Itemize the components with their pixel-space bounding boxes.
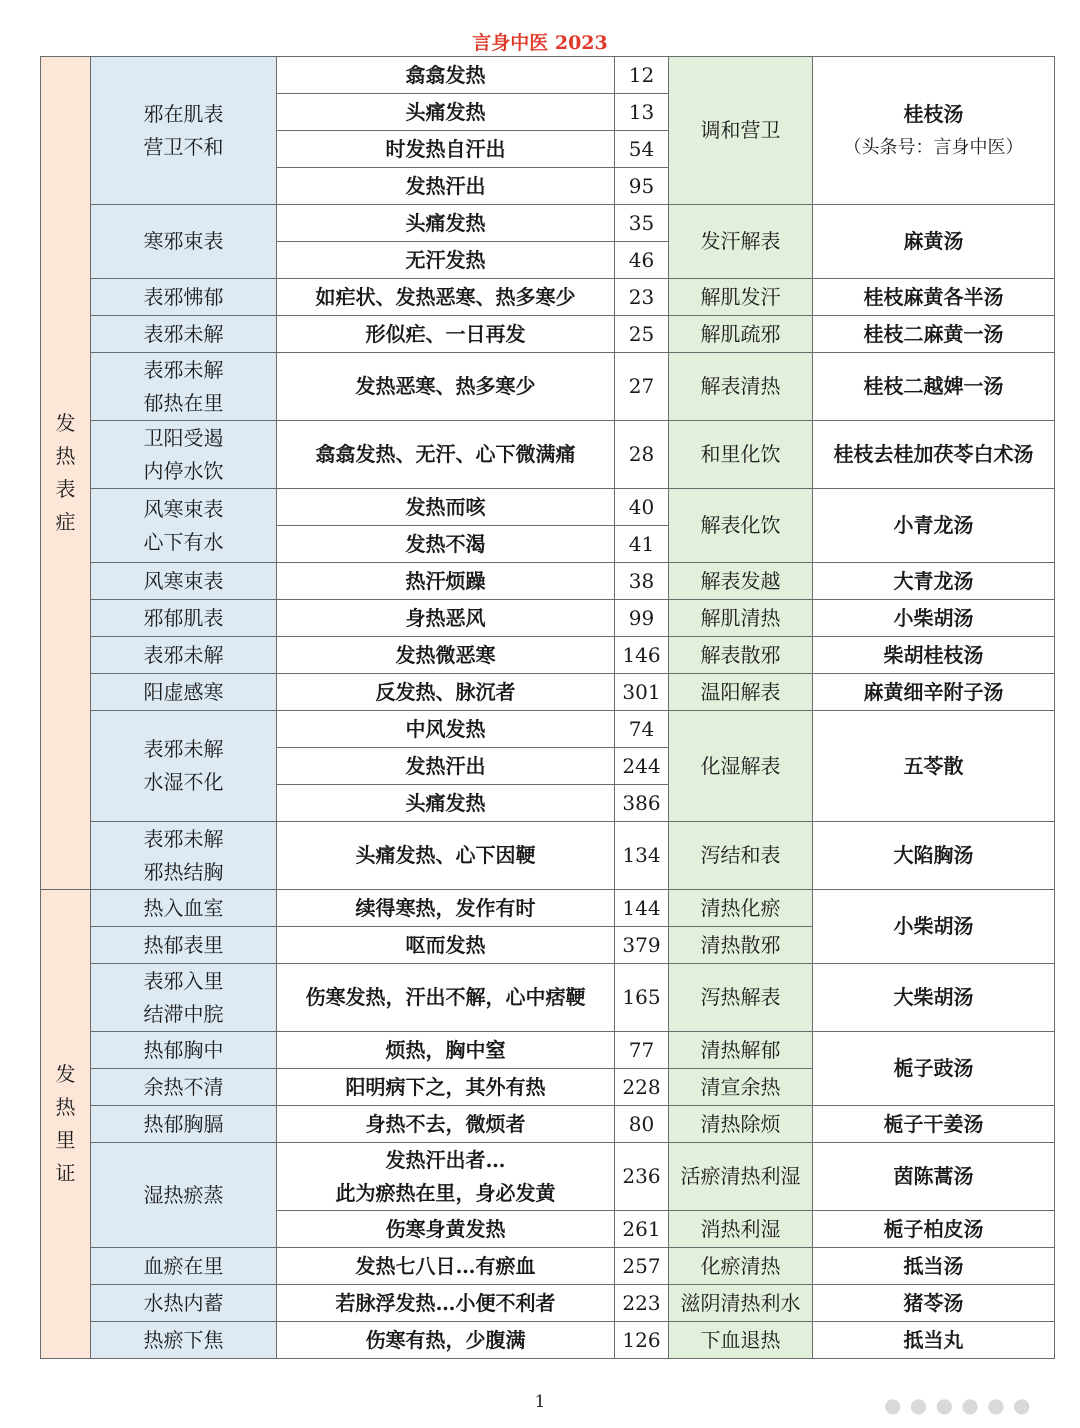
table-row	[41, 489, 1055, 526]
symptom-cell: 如疟状、发热恶寒、热多寒少	[277, 279, 615, 316]
table-row	[41, 1248, 1055, 1285]
table-row	[41, 421, 1055, 489]
formula-cell: 小柴胡汤	[813, 890, 1055, 964]
formula-cell: 桂枝麻黄各半汤	[813, 279, 1055, 316]
formula-cell: 柴胡桂枝汤	[813, 637, 1055, 674]
clause-number: 25	[615, 316, 669, 353]
method-cell: 解表化饮	[669, 489, 813, 563]
clause-number: 27	[615, 353, 669, 421]
method-cell: 化瘀清热	[669, 1248, 813, 1285]
formula-cell: 大陷胸汤	[813, 822, 1055, 890]
symptom-cell: 发热而咳	[277, 489, 615, 526]
method-cell: 泻结和表	[669, 822, 813, 890]
symptom-cell: 反发热、脉沉者	[277, 674, 615, 711]
symptom-cell: 形似疟、一日再发	[277, 316, 615, 353]
clause-number: 40	[615, 489, 669, 526]
table-row	[41, 1143, 1055, 1211]
formula-cell: 猪苓汤	[813, 1285, 1055, 1322]
clause-number: 35	[615, 205, 669, 242]
syndrome-cell: 卫阳受遏 内停水饮	[91, 421, 277, 489]
symptom-cell: 发热汗出	[277, 168, 615, 205]
symptom-cell: 呕而发热	[277, 927, 615, 964]
syndrome-cell: 热郁胸中	[91, 1032, 277, 1069]
syndrome-cell: 湿热瘀蒸	[91, 1143, 277, 1248]
clause-number: 38	[615, 563, 669, 600]
formula-cell: 大青龙汤	[813, 563, 1055, 600]
table-row	[41, 637, 1055, 674]
clause-number: 54	[615, 131, 669, 168]
syndrome-cell: 水热内蓄	[91, 1285, 277, 1322]
formula-cell: 栀子豉汤	[813, 1032, 1055, 1106]
formula-cell: 五苓散	[813, 711, 1055, 822]
symptom-cell: 翕翕发热	[277, 57, 615, 94]
clause-number: 126	[615, 1322, 669, 1359]
page-title: 言身中医 2023	[472, 32, 608, 54]
table-row	[41, 711, 1055, 748]
symptom-cell: 时发热自汗出	[277, 131, 615, 168]
table-row	[41, 279, 1055, 316]
method-cell: 消热利湿	[669, 1211, 813, 1248]
table-row	[41, 600, 1055, 637]
symptom-cell: 头痛发热	[277, 205, 615, 242]
symptom-cell: 热汗烦躁	[277, 563, 615, 600]
method-cell: 调和营卫	[669, 57, 813, 205]
symptom-cell: 头痛发热	[277, 94, 615, 131]
method-cell: 下血退热	[669, 1322, 813, 1359]
syndrome-cell: 表邪入里 结滞中脘	[91, 964, 277, 1032]
table-row	[41, 563, 1055, 600]
method-cell: 温阳解表	[669, 674, 813, 711]
symptom-cell: 翕翕发热、无汗、心下微满痛	[277, 421, 615, 489]
method-cell: 解肌清热	[669, 600, 813, 637]
syndrome-cell: 热入血室	[91, 890, 277, 927]
page-number: 1	[534, 1392, 546, 1412]
syndrome-cell: 表邪怫郁	[91, 279, 277, 316]
symptom-cell: 阳明病下之，其外有热	[277, 1069, 615, 1106]
method-cell: 清宣余热	[669, 1069, 813, 1106]
clause-number: 41	[615, 526, 669, 563]
formula-cell: 桂枝汤 （头条号：言身中医）	[813, 57, 1055, 205]
table-row	[41, 890, 1055, 927]
syndrome-cell: 热郁胸膈	[91, 1106, 277, 1143]
formula-cell: 小青龙汤	[813, 489, 1055, 563]
symptom-cell: 发热七八日…有瘀血	[277, 1248, 615, 1285]
table-row	[41, 57, 1055, 94]
clause-number: 23	[615, 279, 669, 316]
table-row	[41, 1032, 1055, 1069]
table-row	[41, 316, 1055, 353]
symptom-cell: 伤寒有热，少腹满	[277, 1322, 615, 1359]
formula-cell: 麻黄汤	[813, 205, 1055, 279]
clause-number: 244	[615, 748, 669, 785]
formula-cell: 栀子干姜汤	[813, 1106, 1055, 1143]
method-cell: 清热散邪	[669, 927, 813, 964]
symptom-cell: 发热汗出者… 此为瘀热在里，身必发黄	[277, 1143, 615, 1211]
syndrome-cell: 表邪未解	[91, 637, 277, 674]
syndrome-cell: 阳虚感寒	[91, 674, 277, 711]
clause-number: 28	[615, 421, 669, 489]
clause-number: 12	[615, 57, 669, 94]
clause-number: 146	[615, 637, 669, 674]
symptom-cell: 头痛发热、心下因鞕	[277, 822, 615, 890]
syndrome-cell: 表邪未解	[91, 316, 277, 353]
clause-number: 74	[615, 711, 669, 748]
symptom-cell: 头痛发热	[277, 785, 615, 822]
clause-number: 228	[615, 1069, 669, 1106]
clause-number: 144	[615, 890, 669, 927]
syndrome-cell: 寒邪束表	[91, 205, 277, 279]
formula-cell: 桂枝二麻黄一汤	[813, 316, 1055, 353]
syndrome-cell: 血瘀在里	[91, 1248, 277, 1285]
symptom-cell: 身热恶风	[277, 600, 615, 637]
formula-cell: 抵当汤	[813, 1248, 1055, 1285]
symptom-cell: 身热不去，微烦者	[277, 1106, 615, 1143]
clause-number: 386	[615, 785, 669, 822]
symptom-cell: 发热汗出	[277, 748, 615, 785]
table-row	[41, 1322, 1055, 1359]
symptom-cell: 发热不渴	[277, 526, 615, 563]
syndrome-cell: 余热不清	[91, 1069, 277, 1106]
clause-number: 236	[615, 1143, 669, 1211]
category-exterior: 发热表症	[41, 57, 91, 890]
method-cell: 解肌发汗	[669, 279, 813, 316]
table-row	[41, 964, 1055, 1032]
method-cell: 清热化瘀	[669, 890, 813, 927]
method-cell: 泻热解表	[669, 964, 813, 1032]
syndrome-cell: 热瘀下焦	[91, 1322, 277, 1359]
method-cell: 滋阴清热利水	[669, 1285, 813, 1322]
formula-cell: 栀子柏皮汤	[813, 1211, 1055, 1248]
formula-cell: 桂枝二越婢一汤	[813, 353, 1055, 421]
category-interior: 发热里证	[41, 890, 91, 1359]
clause-number: 77	[615, 1032, 669, 1069]
formula-cell: 桂枝去桂加茯苓白术汤	[813, 421, 1055, 489]
symptom-cell: 伤寒身黄发热	[277, 1211, 615, 1248]
formula-cell: 小柴胡汤	[813, 600, 1055, 637]
table-row	[41, 205, 1055, 242]
formula-cell: 茵陈蒿汤	[813, 1143, 1055, 1211]
syndrome-cell: 风寒束表 心下有水	[91, 489, 277, 563]
clause-number: 13	[615, 94, 669, 131]
syndrome-cell: 表邪未解 水湿不化	[91, 711, 277, 822]
symptom-cell: 发热微恶寒	[277, 637, 615, 674]
symptom-cell: 烦热，胸中窒	[277, 1032, 615, 1069]
clause-number: 261	[615, 1211, 669, 1248]
method-cell: 和里化饮	[669, 421, 813, 489]
clause-number: 165	[615, 964, 669, 1032]
method-cell: 解肌疏邪	[669, 316, 813, 353]
method-cell: 化湿解表	[669, 711, 813, 822]
syndrome-cell: 热郁表里	[91, 927, 277, 964]
table-row	[41, 674, 1055, 711]
symptom-cell: 伤寒发热，汗出不解，心中痞鞕	[277, 964, 615, 1032]
clause-number: 257	[615, 1248, 669, 1285]
symptom-cell: 无汗发热	[277, 242, 615, 279]
method-cell: 发汗解表	[669, 205, 813, 279]
symptom-cell: 发热恶寒、热多寒少	[277, 353, 615, 421]
method-cell: 清热除烦	[669, 1106, 813, 1143]
syndrome-cell: 邪郁肌表	[91, 600, 277, 637]
syndrome-cell: 邪在肌表 营卫不和	[91, 57, 277, 205]
symptom-cell: 若脉浮发热…小便不利者	[277, 1285, 615, 1322]
method-cell: 解表散邪	[669, 637, 813, 674]
method-cell: 解表发越	[669, 563, 813, 600]
more-dots-icon[interactable]: ● ● ● ● ● ●	[884, 1393, 1032, 1417]
clause-number: 99	[615, 600, 669, 637]
formula-cell: 大柴胡汤	[813, 964, 1055, 1032]
clause-number: 95	[615, 168, 669, 205]
syndrome-cell: 表邪未解 郁热在里	[91, 353, 277, 421]
formula-cell: 麻黄细辛附子汤	[813, 674, 1055, 711]
method-cell: 解表清热	[669, 353, 813, 421]
clause-number: 134	[615, 822, 669, 890]
clause-number: 379	[615, 927, 669, 964]
clause-number: 80	[615, 1106, 669, 1143]
syndrome-cell: 表邪未解 邪热结胸	[91, 822, 277, 890]
clause-number: 223	[615, 1285, 669, 1322]
method-cell: 活瘀清热利湿	[669, 1143, 813, 1211]
syndrome-cell: 风寒束表	[91, 563, 277, 600]
fever-syndrome-table	[40, 56, 1055, 1359]
symptom-cell: 中风发热	[277, 711, 615, 748]
table-row	[41, 1106, 1055, 1143]
clause-number: 46	[615, 242, 669, 279]
method-cell: 清热解郁	[669, 1032, 813, 1069]
table-row	[41, 353, 1055, 421]
table-row	[41, 822, 1055, 890]
formula-cell: 抵当丸	[813, 1322, 1055, 1359]
clause-number: 301	[615, 674, 669, 711]
symptom-cell: 续得寒热，发作有时	[277, 890, 615, 927]
table-row	[41, 1285, 1055, 1322]
